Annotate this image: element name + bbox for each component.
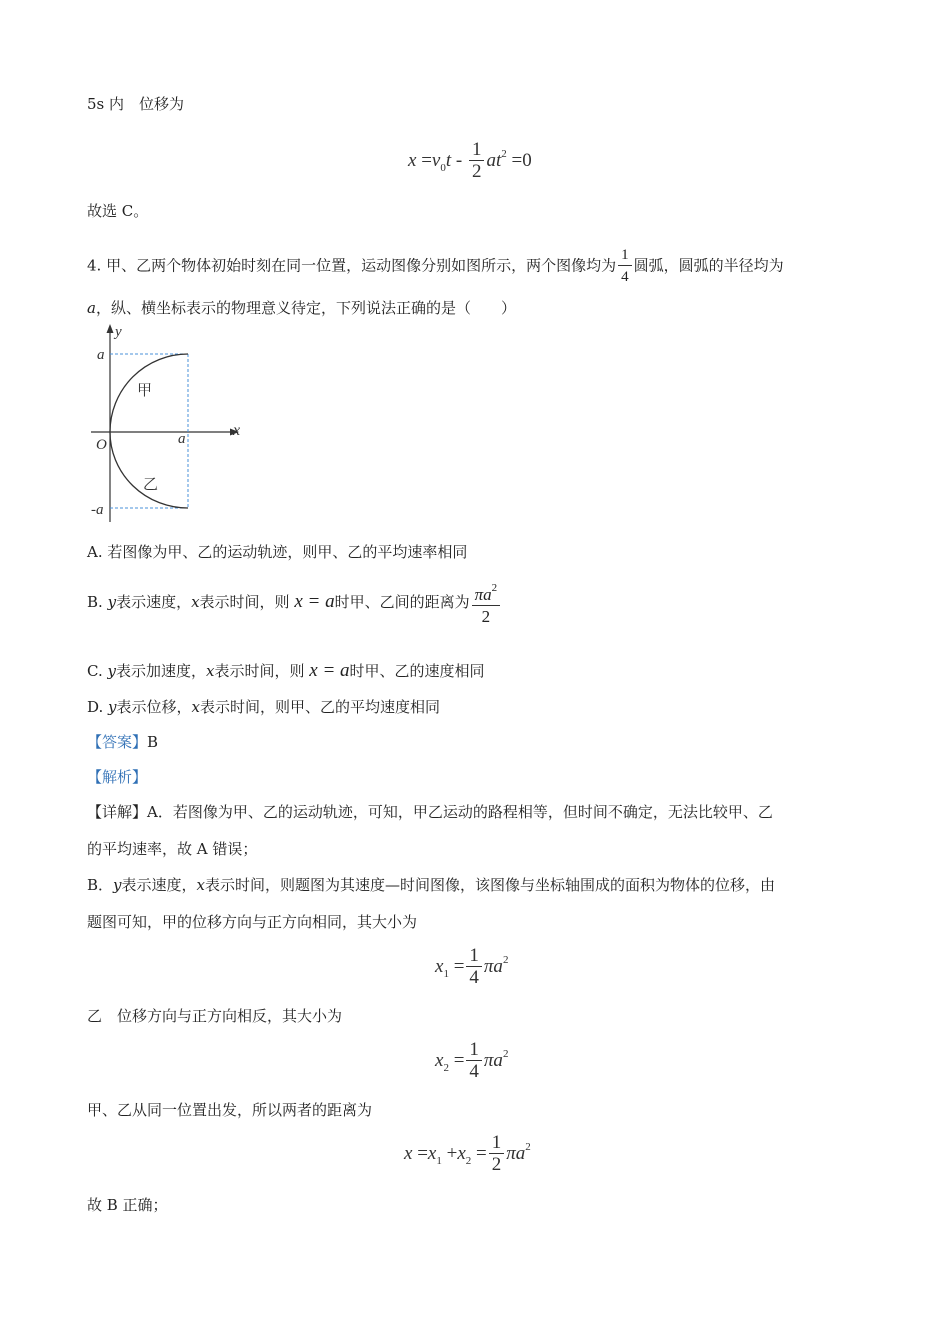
question-line-1: 4. 甲、乙两个物体初始时刻在同一位置，运动图像分别如图所示，两个图像均为 $\frac{1}{4}$ 圆弧，圆弧的半径均为: [87, 247, 784, 285]
tick-a-bottom: -a: [91, 502, 104, 518]
question-line-2: a，纵、横坐标表示的物理意义待定，下列说法正确的是（ ）: [87, 299, 516, 317]
equation-sum: $x =x_1 +x_2$ = $\frac{1}{2}$ $\pi a^2$: [404, 1132, 531, 1175]
arc-yi: [110, 432, 188, 508]
detail-line-b2: 题图可知，甲的位移方向与正方向相同，其大小为: [87, 913, 418, 931]
answer-value: B: [147, 733, 159, 751]
detail-line-b1: B．y表示速度，x表示时间，则题图为其速度—时间图像，该图像与坐标轴围成的面积为物体的位移，由: [87, 876, 776, 894]
intro-conclusion: 故选 C。: [87, 202, 149, 220]
equation-x2: $x_2$ = $\frac{1}{4}$ $\pi a^2$: [435, 1039, 509, 1082]
option-a: A. 若图像为甲、乙的运动轨迹，则甲、乙的平均速率相同: [87, 543, 468, 561]
y-axis-arrow-icon: [107, 324, 114, 333]
detail-line-both: 甲、乙从同一位置出发，所以两者的距离为: [87, 1101, 373, 1119]
option-c: C. y表示加速度，x表示时间，则 x = a时甲、乙的速度相同: [87, 660, 485, 681]
intro-text: 5s 内 位移为: [87, 95, 185, 113]
tick-a-right: a: [178, 431, 186, 447]
option-b: B. y表示速度，x表示时间，则 x = a时甲、乙间的距离为 $\frac{\pi a^2}{2}$: [87, 578, 502, 628]
detail-conclusion: 故 B 正确；: [87, 1196, 168, 1214]
tick-a-top: a: [97, 347, 105, 363]
answer-line: [87, 731, 158, 753]
answer-tag: 【答案】: [87, 733, 148, 751]
analysis-tag: 【解析】: [87, 768, 148, 786]
arc-figure: [85, 322, 255, 527]
curve-label-jia: 甲: [137, 381, 153, 399]
equation-x1: $x_1$ = $\frac{1}{4}$ $\pi a^2$: [435, 945, 509, 988]
equation-displacement: $x =v_0t$ - $\frac{1}{2}$ $at^2 =0$: [408, 139, 532, 182]
option-d: D. y表示位移，x表示时间，则甲、乙的平均速度相同: [87, 698, 441, 716]
curve-label-yi: 乙: [143, 475, 159, 493]
x-axis-label: x: [233, 422, 241, 439]
detail-line-yi: 乙 位移方向与正方向相反，其大小为: [87, 1007, 343, 1025]
origin-label: O: [96, 437, 107, 453]
detail-line-a2: 的平均速率，故 A 错误；: [87, 840, 258, 858]
y-axis-label: y: [115, 324, 122, 340]
detail-line-a1: 【详解】A．若图像为甲、乙的运动轨迹，可知，甲乙运动的路程相等，但时间不确定，无法比较甲、乙: [87, 803, 773, 821]
